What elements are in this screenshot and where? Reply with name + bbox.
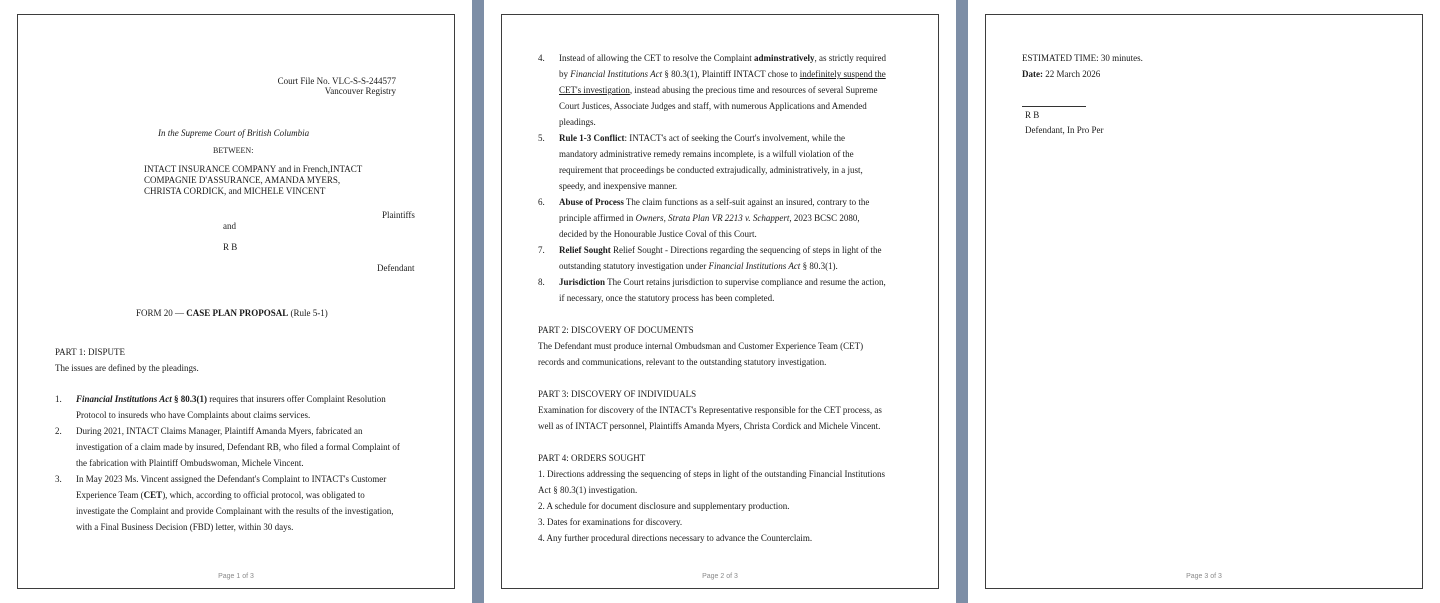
item-6 <box>559 194 869 242</box>
item-4-text: , instead abusing the precious time and resources of several Supreme <box>629 85 878 95</box>
item-6-line <box>559 210 869 226</box>
item-1 <box>76 391 386 423</box>
plaintiffs-label: Plaintiffs <box>382 210 415 220</box>
form-title <box>136 305 328 321</box>
part2-line: records and communications, relevant to the outstanding statutory investigation. <box>538 357 827 367</box>
item-6-line: decided by the Honourable Justice Coval of this Court. <box>559 229 757 239</box>
order-line: 2. A schedule for document disclosure and supplementary production. <box>538 501 790 511</box>
document-page-3 <box>985 14 1423 589</box>
item-6-line <box>559 194 869 210</box>
item-number: 4. <box>538 53 545 63</box>
item-6-text: , 2023 BCSC 2080, <box>789 213 860 223</box>
court-file-number: Court File No. VLC-S-S-244577 <box>277 76 396 86</box>
item-heading: Jurisdiction <box>559 277 606 287</box>
part2-heading: PART 2: DISCOVERY OF DOCUMENTS <box>538 325 694 335</box>
item-7-text: § 80.3(1). <box>800 261 838 271</box>
item-1-line <box>76 391 386 407</box>
item-5-line <box>559 130 863 146</box>
item-5 <box>559 130 863 194</box>
part3-line: well as of INTACT personnel, Plaintiffs Amanda Myers, Christa Cordick and Michele Vincent. <box>538 421 881 431</box>
part4-heading: PART 4: ORDERS SOUGHT <box>538 453 646 463</box>
act-title: Financial Institutions Act <box>76 394 172 404</box>
item-4-line: Court Justices, Associate Judges and staff, with numerous Applications and Amended <box>559 101 867 111</box>
item-number: 2. <box>55 426 62 436</box>
item-8 <box>559 274 886 306</box>
item-number: 7. <box>538 245 545 255</box>
and-label: and <box>223 221 236 231</box>
item-4-line: pleadings. <box>559 117 596 127</box>
item-number: 5. <box>538 133 545 143</box>
item-7-line <box>559 242 881 258</box>
item-7-line <box>559 258 881 274</box>
item-number: 6. <box>538 197 545 207</box>
defendant-label: Defendant <box>377 263 415 273</box>
item-1-line: Protocol to insureds who have Complaints about claims services. <box>76 410 311 420</box>
document-page-1 <box>17 14 455 589</box>
form-title-bold: CASE PLAN PROPOSAL <box>186 308 289 318</box>
page-number: Page 3 of 3 <box>1186 573 1222 580</box>
plaintiff-line: INTACT INSURANCE COMPANY and in French,INTACT <box>144 164 363 174</box>
cet-abbrev: CET <box>143 490 163 500</box>
emphasis: adminstratively <box>754 53 815 63</box>
act-title: Financial Institutions Act <box>708 261 801 271</box>
item-heading: Relief Sought <box>559 245 611 255</box>
plaintiff-line: CHRISTA CORDICK, and MICHELE VINCENT <box>144 186 326 196</box>
item-1-text: requires that insurers offer Complaint Resolution <box>206 394 386 404</box>
part3-heading: PART 3: DISCOVERY OF INDIVIDUALS <box>538 389 697 399</box>
item-number: 8. <box>538 277 545 287</box>
item-7-text: outstanding statutory investigation under <box>559 261 709 271</box>
item-5-text: : INTACT's act of seeking the Court's involvement, while the <box>624 133 845 143</box>
court-name: In the Supreme Court of British Columbia <box>158 128 310 138</box>
item-7-text: Relief Sought - Directions regarding the sequencing of steps in light of the <box>610 245 882 255</box>
date-line <box>1022 66 1100 82</box>
item-4-text: , as strictly required <box>814 53 887 63</box>
item-2 <box>76 423 400 471</box>
item-3-text: ), which, according to official protocol, was obligated to <box>162 490 365 500</box>
estimated-time: ESTIMATED TIME: 30 minutes. <box>1022 53 1143 63</box>
item-3-text: Experience Team ( <box>76 490 144 500</box>
order-line: 1. Directions addressing the sequencing of steps in light of the outstanding Financial Institutions <box>538 469 885 479</box>
item-4-text: by <box>559 69 571 79</box>
item-8-line: if necessary, once the statutory process has been completed. <box>559 293 775 303</box>
item-3-line: investigate the Complaint and provide Complainant with the results of the investigation, <box>76 506 394 516</box>
item-heading: Abuse of Process <box>559 197 624 207</box>
between-label: BETWEEN: <box>213 146 254 155</box>
item-6-text: principle affirmed in <box>559 213 636 223</box>
signer-role: Defendant, In Pro Per <box>1025 125 1104 135</box>
registry: Vancouver Registry <box>324 86 396 96</box>
item-number: 3. <box>55 474 62 484</box>
date-label: Date: <box>1022 69 1043 79</box>
item-4 <box>559 50 886 130</box>
item-4-line <box>559 66 886 82</box>
item-5-line: speedy, and inexpensive manner. <box>559 181 678 191</box>
item-3-line <box>76 487 393 503</box>
form-prefix: FORM 20 — <box>136 308 187 318</box>
signer-name: R B <box>1025 110 1040 120</box>
item-8-line <box>559 274 886 290</box>
item-4-line <box>559 50 886 66</box>
page-panel-1 <box>0 0 472 603</box>
item-3 <box>76 471 393 535</box>
item-4-line <box>559 82 886 98</box>
underlined-text: indefinitely suspend the <box>799 69 886 79</box>
defendant-name: R B <box>223 242 238 252</box>
item-2-line: the fabrication with Plaintiff Ombudswoman, Michele Vincent. <box>76 458 304 468</box>
item-number: 1. <box>55 394 62 404</box>
item-8-text: The Court retains jurisdiction to supervise compliance and resume the action, <box>605 277 886 287</box>
page-panel-2 <box>484 0 956 603</box>
case-citation: Owners, Strata Plan VR 2213 v. Schappert <box>635 213 790 223</box>
item-2-line: During 2021, INTACT Claims Manager, Plaintiff Amanda Myers, fabricated an <box>76 426 363 436</box>
part3-line: Examination for discovery of the INTACT's Representative responsible for the CET process, as <box>538 405 882 415</box>
item-3-line: with a Final Business Decision (FBD) letter, within 30 days. <box>76 522 294 532</box>
plaintiff-line: COMPAGNIE D'ASSURANCE, AMANDA MYERS, <box>144 175 341 185</box>
item-2-line: investigation of a claim made by insured, Defendant RB, who filed a formal Complaint of <box>76 442 400 452</box>
page-divider <box>472 0 484 603</box>
item-5-line: mandatory administrative remedy remains incomplete, is a wilfull violation of the <box>559 149 854 159</box>
date-value: 22 March 2026 <box>1043 69 1101 79</box>
page-number: Page 2 of 3 <box>702 573 738 580</box>
document-page-2 <box>501 14 939 589</box>
item-5-line: requirement that proceedings be conducted extrajudically, administratively, in a just, <box>559 165 863 175</box>
page-divider <box>956 0 968 603</box>
order-line: 3. Dates for examinations for discovery. <box>538 517 683 527</box>
page-panel-3 <box>968 0 1440 603</box>
page-number: Page 1 of 3 <box>218 573 254 580</box>
part1-heading: PART 1: DISPUTE <box>55 347 125 357</box>
item-4-text: § 80.3(1), Plaintiff INTACT chose to <box>662 69 800 79</box>
part1-intro: The issues are defined by the pleadings. <box>55 363 199 373</box>
underlined-text: CET's investigation <box>559 85 630 95</box>
item-6-text: The claim functions as a self-suit against an insured, contrary to the <box>623 197 870 207</box>
item-7 <box>559 242 881 274</box>
part2-line: The Defendant must produce internal Ombudsman and Customer Experience Team (CET) <box>538 341 864 351</box>
order-line: 4. Any further procedural directions necessary to advance the Counterclaim. <box>538 533 813 543</box>
form-rule: (Rule 5-1) <box>288 308 328 318</box>
act-title: Financial Institutions Act <box>570 69 663 79</box>
item-4-text: Instead of allowing the CET to resolve the Complaint <box>559 53 755 63</box>
act-section: § 80.3(1) <box>171 394 207 404</box>
plaintiffs-names <box>144 164 362 197</box>
item-3-line: In May 2023 Ms. Vincent assigned the Defendant's Complaint to INTACT's Customer <box>76 474 387 484</box>
order-line: Act § 80.3(1) investigation. <box>538 485 638 495</box>
item-heading: Rule 1-3 Conflict <box>559 133 625 143</box>
